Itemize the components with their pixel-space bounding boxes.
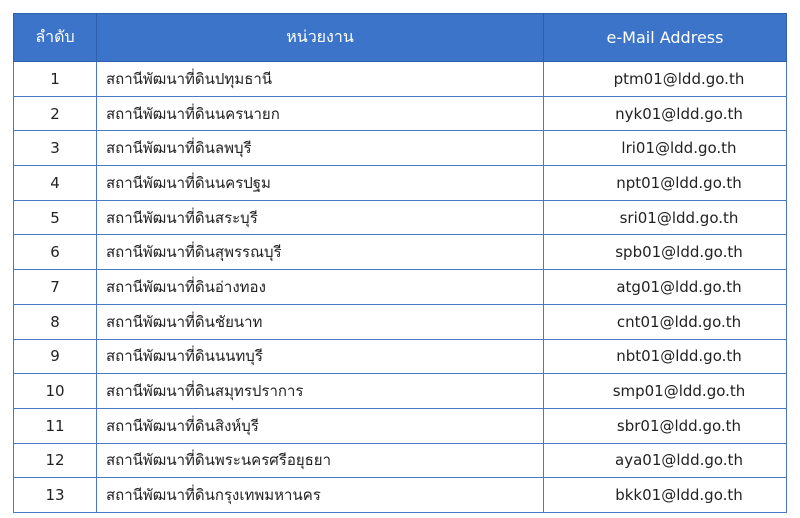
row-unit-name: สถานีพัฒนาที่ดินปทุมธานี <box>97 62 544 97</box>
row-email: spb01@ldd.go.th <box>544 235 787 270</box>
table-row <box>14 96 787 131</box>
row-unit-name: สถานีพัฒนาที่ดินสระบุรี <box>97 200 544 235</box>
row-number: 12 <box>14 443 97 478</box>
row-unit-name: สถานีพัฒนาที่ดินชัยนาท <box>97 304 544 339</box>
contact-table <box>13 13 787 513</box>
row-unit-name: สถานีพัฒนาที่ดินอ่างทอง <box>97 270 544 305</box>
row-number: 7 <box>14 270 97 305</box>
row-number: 5 <box>14 200 97 235</box>
row-number: 8 <box>14 304 97 339</box>
table-row <box>14 339 787 374</box>
table-row <box>14 408 787 443</box>
row-number: 3 <box>14 131 97 166</box>
row-unit-name: สถานีพัฒนาที่ดินพระนครศรีอยุธยา <box>97 443 544 478</box>
contact-table-container <box>13 13 786 513</box>
row-email: bkk01@ldd.go.th <box>544 478 787 513</box>
row-number: 9 <box>14 339 97 374</box>
row-unit-name: สถานีพัฒนาที่ดินนครนายก <box>97 96 544 131</box>
table-row <box>14 62 787 97</box>
table-row <box>14 235 787 270</box>
row-number: 1 <box>14 62 97 97</box>
row-number: 6 <box>14 235 97 270</box>
table-row <box>14 443 787 478</box>
table-row <box>14 131 787 166</box>
header-unit: หน่วยงาน <box>97 14 544 62</box>
table-row <box>14 374 787 409</box>
table-row <box>14 270 787 305</box>
row-email: ptm01@ldd.go.th <box>544 62 787 97</box>
row-unit-name: สถานีพัฒนาที่ดินสุพรรณบุรี <box>97 235 544 270</box>
table-row <box>14 166 787 201</box>
row-email: sri01@ldd.go.th <box>544 200 787 235</box>
row-unit-name: สถานีพัฒนาที่ดินสมุทรปราการ <box>97 374 544 409</box>
row-email: nyk01@ldd.go.th <box>544 96 787 131</box>
row-number: 11 <box>14 408 97 443</box>
row-email: aya01@ldd.go.th <box>544 443 787 478</box>
row-unit-name: สถานีพัฒนาที่ดินสิงห์บุรี <box>97 408 544 443</box>
row-unit-name: สถานีพัฒนาที่ดินลพบุรี <box>97 131 544 166</box>
table-row <box>14 304 787 339</box>
table-row <box>14 200 787 235</box>
table-header <box>14 14 787 62</box>
row-number: 2 <box>14 96 97 131</box>
row-email: sbr01@ldd.go.th <box>544 408 787 443</box>
header-email: e-Mail Address <box>544 14 787 62</box>
row-number: 13 <box>14 478 97 513</box>
row-email: atg01@ldd.go.th <box>544 270 787 305</box>
row-email: nbt01@ldd.go.th <box>544 339 787 374</box>
row-email: lri01@ldd.go.th <box>544 131 787 166</box>
row-unit-name: สถานีพัฒนาที่ดินนนทบุรี <box>97 339 544 374</box>
row-unit-name: สถานีพัฒนาที่ดินกรุงเทพมหานคร <box>97 478 544 513</box>
header-row <box>14 14 787 62</box>
row-email: cnt01@ldd.go.th <box>544 304 787 339</box>
row-email: smp01@ldd.go.th <box>544 374 787 409</box>
row-email: npt01@ldd.go.th <box>544 166 787 201</box>
table-body <box>14 62 787 513</box>
header-number: ลำดับ <box>14 14 97 62</box>
row-unit-name: สถานีพัฒนาที่ดินนครปฐม <box>97 166 544 201</box>
row-number: 4 <box>14 166 97 201</box>
table-row <box>14 478 787 513</box>
row-number: 10 <box>14 374 97 409</box>
